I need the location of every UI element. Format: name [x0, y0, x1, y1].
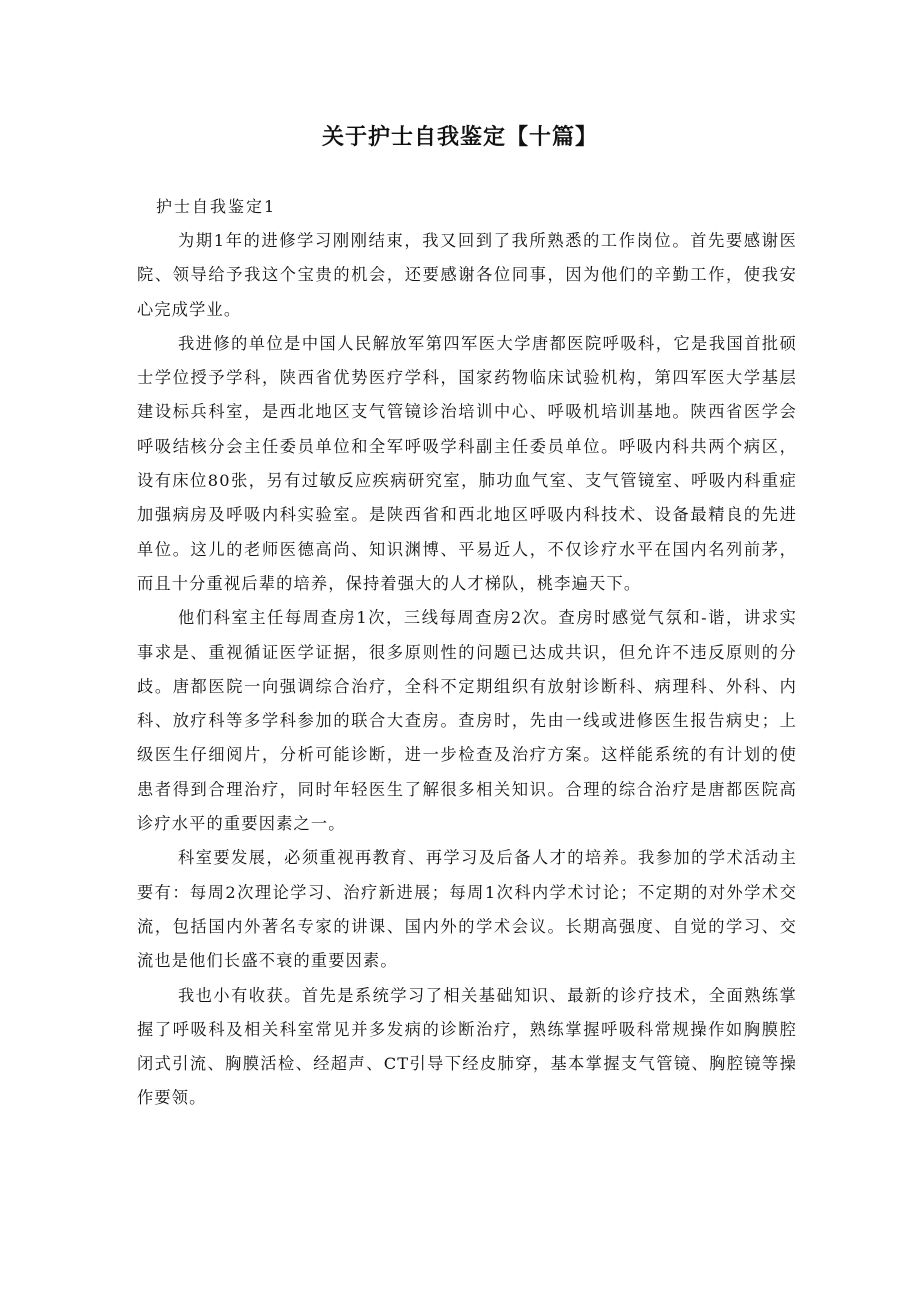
- paragraph: 他们科室主任每周查房1次，三线每周查房2次。查房时感觉气氛和-谐，讲求实事求是、重视循证医学证据，很多原则性的问题已达成共识，但允许不违反原则的分歧。唐都医院一向强调综合治疗，全科不定期组织有放射诊断科、病理科、外科、内科、放疗科等多学科参加的联合大查房。查房时，先由一线或进修医生报告病史；上级医生仔细阅片，分析可能诊断，进一步检查及治疗方案。这样能系统的有计划的使患者得到合理治疗，同时年轻医生了解很多相关知识。合理的综合治疗是唐都医院高诊疗水平的重要因素之一。: [137, 608, 797, 834]
- paragraph: 为期1年的进修学习刚刚结束，我又回到了我所熟悉的工作岗位。首先要感谢医院、领导给予我这个宝贵的机会，还要感谢各位同事，因为他们的辛勤工作，使我安心完成学业。: [137, 231, 797, 319]
- section-heading: 护士自我鉴定1: [156, 197, 277, 216]
- document-body: [137, 224, 797, 1116]
- paragraph: 我也小有收获。首先是系统学习了相关基础知识、最新的诊疗技术，全面熟练掌握了呼吸科及相关科室常见并多发病的诊断治疗，熟练掌握呼吸科常规操作如胸膜腔闭式引流、胸膜活检、经超声、CT引导下经皮肺穿，基本掌握支气管镜、胸腔镜等操作要领。: [137, 985, 797, 1108]
- document-title: 关于护士自我鉴定【十篇】: [321, 125, 598, 150]
- paragraph: 我进修的单位是中国人民解放军第四军医大学唐都医院呼吸科，它是我国首批硕士学位授予学科，陕西省优势医疗学科，国家药物临床试验机构，第四军医大学基层建设标兵科室，是西北地区支气管镜诊治培训中心、呼吸机培训基地。陕西省医学会呼吸结核分会主任委员单位和全军呼吸学科副主任委员单位。呼吸内科共两个病区，设有床位80张，另有过敏反应疾病研究室，肺功血气室、支气管镜室、呼吸内科重症加强病房及呼吸内科实验室。是陕西省和西北地区呼吸内科技术、设备最精良的先进单位。这儿的老师医德高尚、知识渊博、平易近人，不仅诊疗水平在国内名列前茅，而且十分重视后辈的培养，保持着强大的人才梯队，桃李遍天下。: [137, 333, 797, 593]
- paragraph: 科室要发展，必须重视再教育、再学习及后备人才的培养。我参加的学术活动主要有：每周2次理论学习、治疗新进展；每周1次科内学术讨论；不定期的对外学术交流，包括国内外著名专家的讲课、国内外的学术会议。长期高强度、自觉的学习、交流也是他们长盛不衰的重要因素。: [137, 848, 797, 971]
